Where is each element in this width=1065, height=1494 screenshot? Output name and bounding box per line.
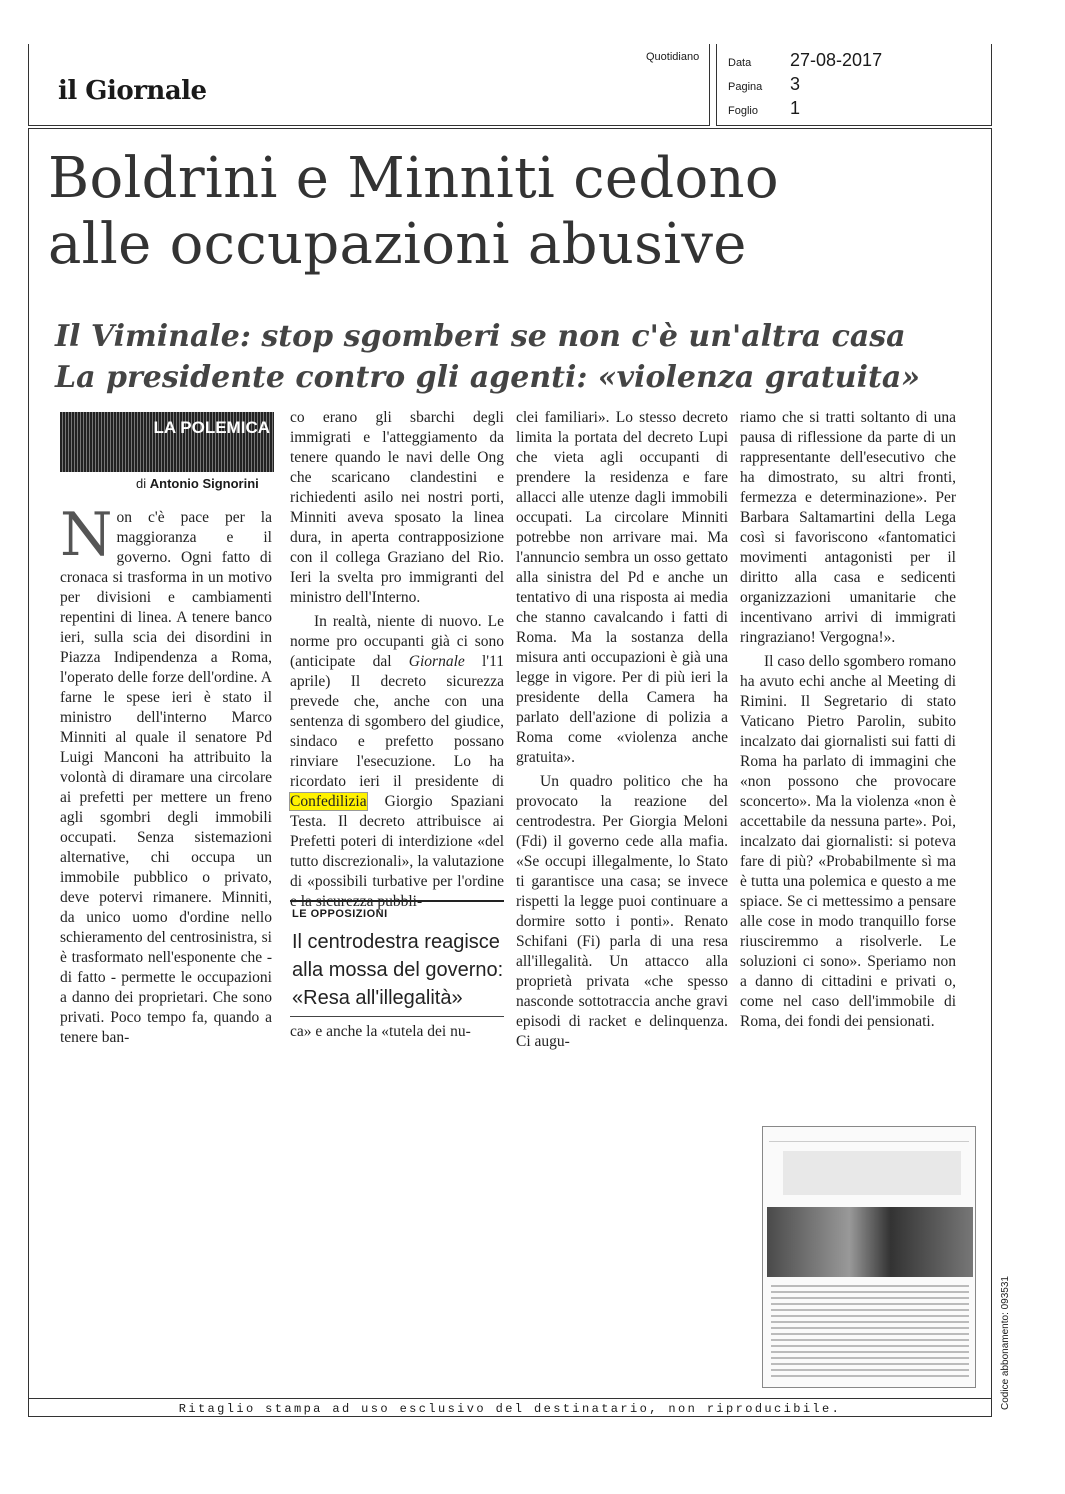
byline bbox=[136, 476, 259, 491]
meta-value: 27-08-2017 bbox=[790, 50, 883, 70]
column-text: on c'è pace per la maggioranza e il governo. Ogni fatto di cronaca si trasforma in un motivo per divisioni e cambiamenti repentini di linea. A tenere banco ieri, sulla scia dei disordini in Piazza Indipendenza a Roma, l'operato delle forze dell'ordine. A farne le spese ieri è stato il ministro dell'interno Marco Minniti al quale il senatore Pd Luigi Manconi ha attribuito la volontà di diramare una circolare ai prefetti per mettere un freno agli sgombri degli immobili occupati. Senza sistemazioni alternative, chi occupa un immobile pubblico o privato, deve potervi rimanere. Minniti, da unico uomo d'ordine nello schieramento del centrosinistra, si è trasformato nell'esponente che - di fatto - permette le occupazioni a danno dei proprietari. Che sono privati. Poco tempo fa, quando a tenere ban- bbox=[60, 509, 272, 1046]
box-bottom-rule bbox=[290, 1016, 504, 1017]
subtitle-line: La presidente contro gli agenti: «violenza gratuita» bbox=[55, 360, 921, 395]
box-title: Il centrodestra reagisce alla mossa del governo: «Resa all'illegalità» bbox=[292, 931, 504, 1009]
paragraph bbox=[290, 612, 504, 912]
thumbnail-photo bbox=[767, 1207, 973, 1277]
column-text: clei familiari». Lo stesso decreto limita la portata del decreto Lupi che vieta agli occupanti di prendere la residenza e fare allacci alle utenze dagli immobili occupati. La circolare Minniti potrebbe non arrivare mai. Ma l'annuncio sembra un osso gettato alla sinistra del Pd e anche un tentativo di una risposta ai media che stanno cavalcando i fatti di Roma. Ma la sostanza della misura anti occupazioni è già una legge in vigore. Per di più ieri la presidente della Camera ha parlato dell'azione di polizia a Roma come «violenza anche gratuita». bbox=[516, 409, 728, 766]
column-text: Il caso dello sgombero romano ha avuto echi anche al Meeting di Rimini. Il Segretario di stato Vaticano Pietro Parolin, subito incalzato dai giornalisti sui fatti di Roma ha parlato di immagini che «non possono che provocare sconcerto». Ma la violenza «non è accettabile da nessuna parte». Poi, incalzato dai giornalisti: si poteva fare di più? «Probabilmente sì ma è tutta una polemica e questo a me spiace. Se ci mettessimo a pensare alle cose in modo tranquillo forse riusciremmo a risolverle. Le soluzioni ci sono». Speriamo non a danno di cittadini e privati o, come nel caso dell'immobile di Roma, dei fondi dei pensionati. bbox=[740, 653, 956, 1030]
publication-type: Quotidiano bbox=[646, 51, 700, 63]
column-text: riamo che si tratti soltanto di una pausa di riflessione da parte di un rappresentante dell'esecutivo che ha dimostrato, su altri fronti, fermezza e determinazione». Per Barbara Saltamartini della Lega così si favoriscono «fantomatici movimenti antagonisti per il diritto alla casa e sedicenti organizzazioni umanitarie che incentivano arrivi di immigrati ringraziano! Vergogna!». bbox=[740, 409, 956, 646]
byline-author: Antonio Signorini bbox=[149, 476, 259, 491]
article-subtitle bbox=[55, 316, 955, 398]
title-line: alle occupazioni abusive bbox=[48, 212, 747, 277]
subscription-code: Codice abbonamento: 093531 bbox=[1000, 1276, 1011, 1410]
meta-page bbox=[728, 74, 800, 95]
meta-label: Pagina bbox=[728, 81, 763, 93]
meta-value: 3 bbox=[790, 74, 801, 94]
column-text: Giorgio Spaziani Testa. Il decreto attribuisce ai Prefetti poteri di interdizione «del tutto discrezionali», la valutazione di «possibili turbative per l'ordine e la sicurezza pubbli- bbox=[290, 793, 504, 910]
highlighted-term: Confedilizia bbox=[290, 793, 367, 810]
dropcap: N bbox=[60, 500, 113, 570]
article-title bbox=[48, 146, 948, 278]
column-2 bbox=[290, 408, 504, 912]
column-text: Un quadro politico che ha provocato la reazione del centrodestra. Per Giorgia Meloni (Fdi) il governo cede alla mafia. «Se occupi illegalmente, lo Stato ti garantisce una casa; se invece rispetti la legge puoi continuare a dormire sotto i ponti». Renato Schifani (Fi) parla di una resa all'illegalità. Un attacco alla proprietà privata «che spesso nasconde sottotraccia anche gravi episodi di racket e delinquenza. Ci augu- bbox=[516, 773, 728, 1050]
thumbnail-header bbox=[769, 1133, 969, 1142]
thumbnail-title-block bbox=[783, 1151, 961, 1195]
column-text: In realtà, niente di nuovo. Le norme pro occupanti già ci sono (anticipate dal bbox=[290, 613, 504, 670]
box-top-rule bbox=[290, 900, 504, 902]
column-2-tail bbox=[290, 1022, 504, 1042]
page-thumbnail bbox=[762, 1126, 976, 1388]
box-kicker: LE OPPOSIZIONI bbox=[292, 908, 388, 920]
column-1 bbox=[60, 500, 272, 1048]
meta-label: Foglio bbox=[728, 105, 758, 117]
subtitle-line: Il Viminale: stop sgomberi se non c'è un'altra casa bbox=[55, 319, 906, 354]
column-4 bbox=[740, 408, 956, 1032]
footer-notice: Ritaglio stampa ad uso esclusivo del destinatario, non riproducibile. bbox=[28, 1398, 992, 1419]
kicker-label: LA POLEMICA bbox=[153, 418, 270, 437]
newspaper-logo: il Giornale bbox=[58, 76, 207, 106]
column-3 bbox=[516, 408, 728, 1052]
meta-value: 1 bbox=[790, 98, 801, 118]
thumbnail-text-lines bbox=[771, 1285, 969, 1381]
title-line: Boldrini e Minniti cedono bbox=[48, 146, 779, 211]
byline-prefix: di bbox=[136, 476, 147, 491]
section-kicker bbox=[60, 412, 274, 472]
meta-label: Data bbox=[728, 57, 752, 69]
meta-sheet bbox=[728, 98, 800, 119]
meta-date bbox=[728, 50, 882, 71]
column-text: l'11 aprile) Il decreto sicurezza prevede che, anche con una sentenza di sgombero del giudice, sindaco e prefetto possano rinviare l'esecuzione. Lo ha ricordato ieri il presidente di bbox=[290, 653, 504, 790]
column-text: co erano gli sbarchi degli immigrati e l'atteggiamento da tenere quando le navi delle Ong che scaricano clandestini e richiedenti asilo nei nostri porti, Minniti aveva sposato la linea dura, in aperta contrapposizione con il collega Graziano del Rio. Ieri la svelta pro immigranti del ministro dell'Interno. bbox=[290, 409, 504, 606]
newspaper-name: Giornale bbox=[408, 653, 465, 670]
column-text: ca» e anche la «tutela dei nu- bbox=[290, 1023, 471, 1040]
